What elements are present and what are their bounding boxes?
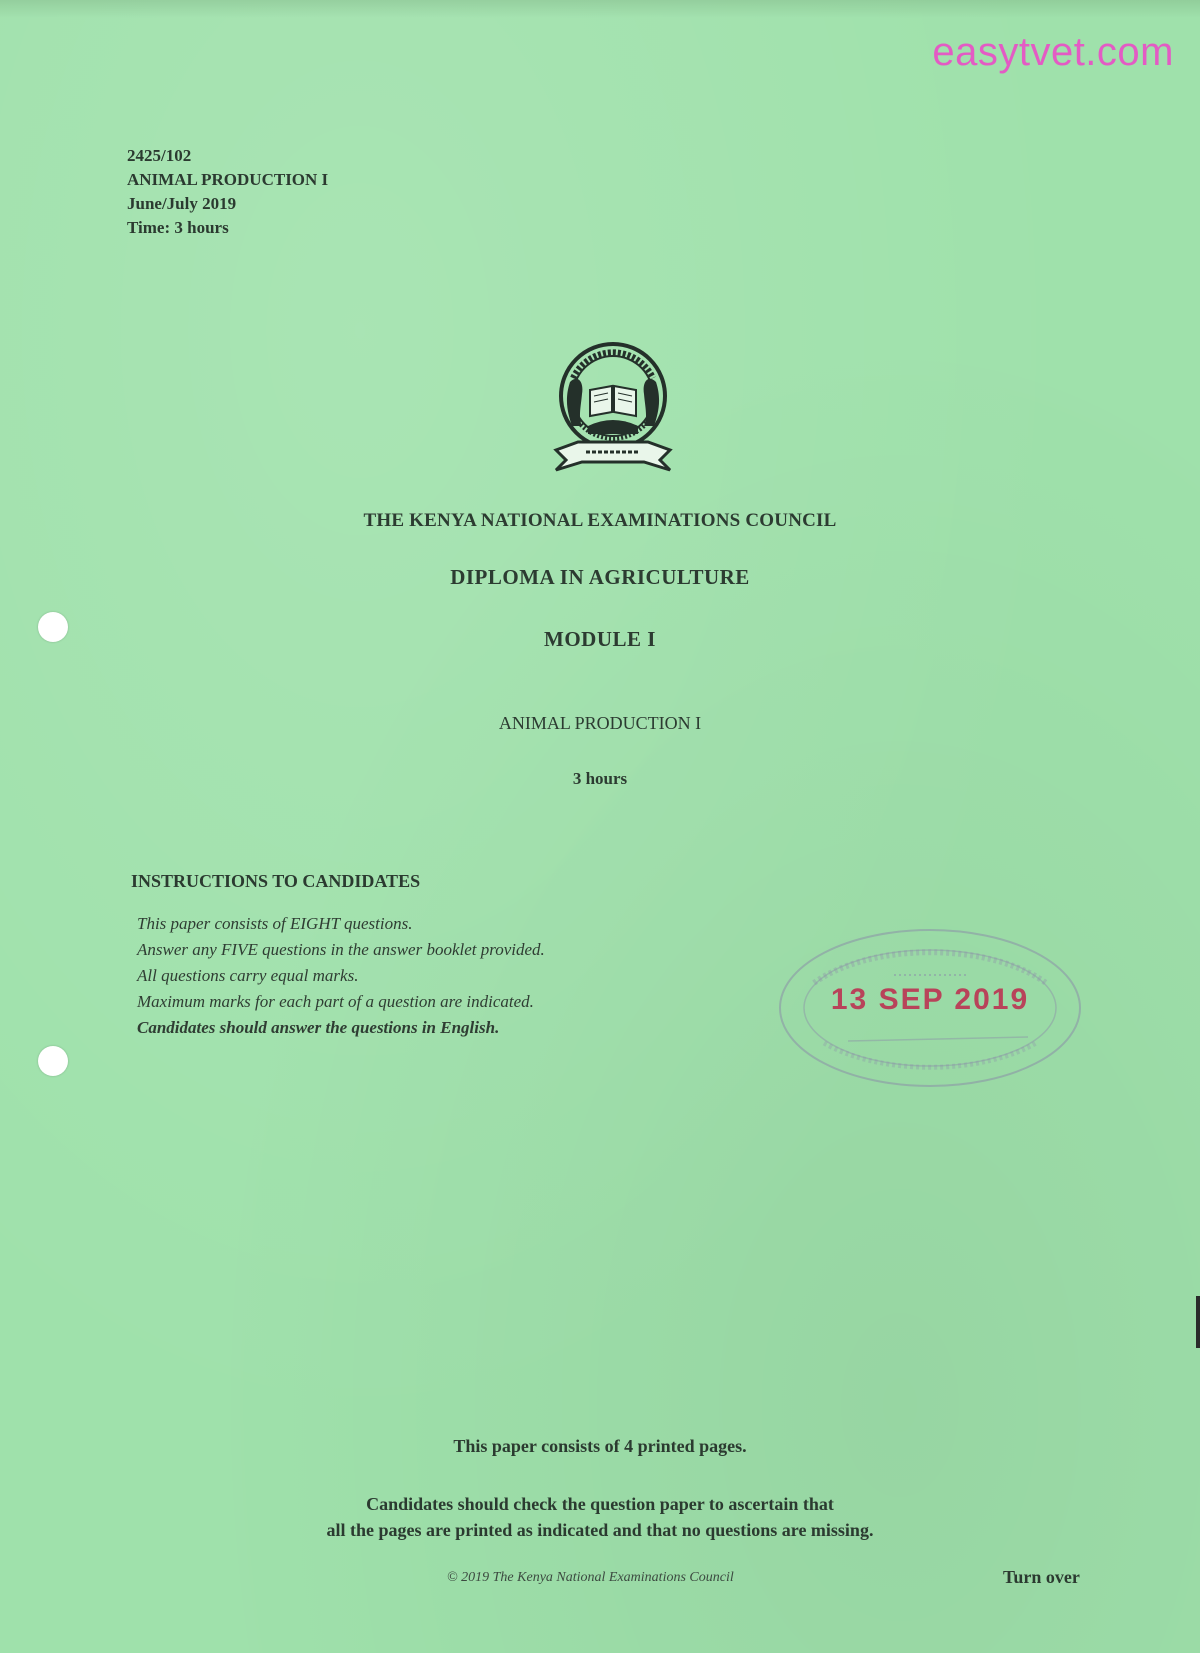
printed-pages-note: This paper consists of 4 printed pages. (453, 1436, 747, 1456)
paper-header (127, 144, 328, 240)
instructions-heading: INSTRUCTIONS TO CANDIDATES (131, 871, 421, 891)
punch-hole (38, 612, 68, 642)
instruction-item: Candidates should answer the questions in English. (137, 1018, 500, 1037)
copyright-notice: © 2019 The Kenya National Examinations Council (447, 1570, 734, 1585)
paper-code: 2425/102 (127, 146, 192, 165)
instruction-item: Maximum marks for each part of a question are indicated. (137, 992, 534, 1011)
diploma-title: DIPLOMA IN AGRICULTURE (450, 565, 750, 589)
site-watermark[interactable]: easytvet.com (932, 30, 1174, 74)
instruction-item: Answer any FIVE questions in the answer booklet provided. (137, 940, 545, 959)
instruction-item: This paper consists of EIGHT questions. (137, 914, 413, 933)
stamp-date: 13 SEP 2019 (830, 983, 1030, 1016)
received-stamp (774, 923, 1086, 1093)
scan-edge-mark (1196, 1296, 1200, 1348)
instruction-item: All questions carry equal marks. (137, 966, 359, 985)
check-pages-note: Candidates should check the question paper to ascertain that (366, 1494, 834, 1514)
punch-hole (38, 1046, 68, 1076)
knec-crest-icon (548, 338, 678, 478)
turn-over-label: Turn over (1003, 1567, 1080, 1587)
paper-duration: 3 hours (572, 769, 628, 788)
exam-session: June/July 2019 (127, 194, 237, 213)
module-title: MODULE I (544, 627, 656, 651)
exam-time: Time: 3 hours (127, 218, 229, 237)
paper-title: ANIMAL PRODUCTION I (498, 713, 702, 733)
check-pages-note-continued: all the pages are printed as indicated and that no questions are missing. (326, 1520, 874, 1540)
scan-top-shadow (0, 0, 1200, 18)
instructions-list (137, 911, 545, 1041)
paper-subject: ANIMAL PRODUCTION I (127, 170, 329, 189)
council-title: THE KENYA NATIONAL EXAMINATIONS COUNCIL (363, 510, 837, 531)
